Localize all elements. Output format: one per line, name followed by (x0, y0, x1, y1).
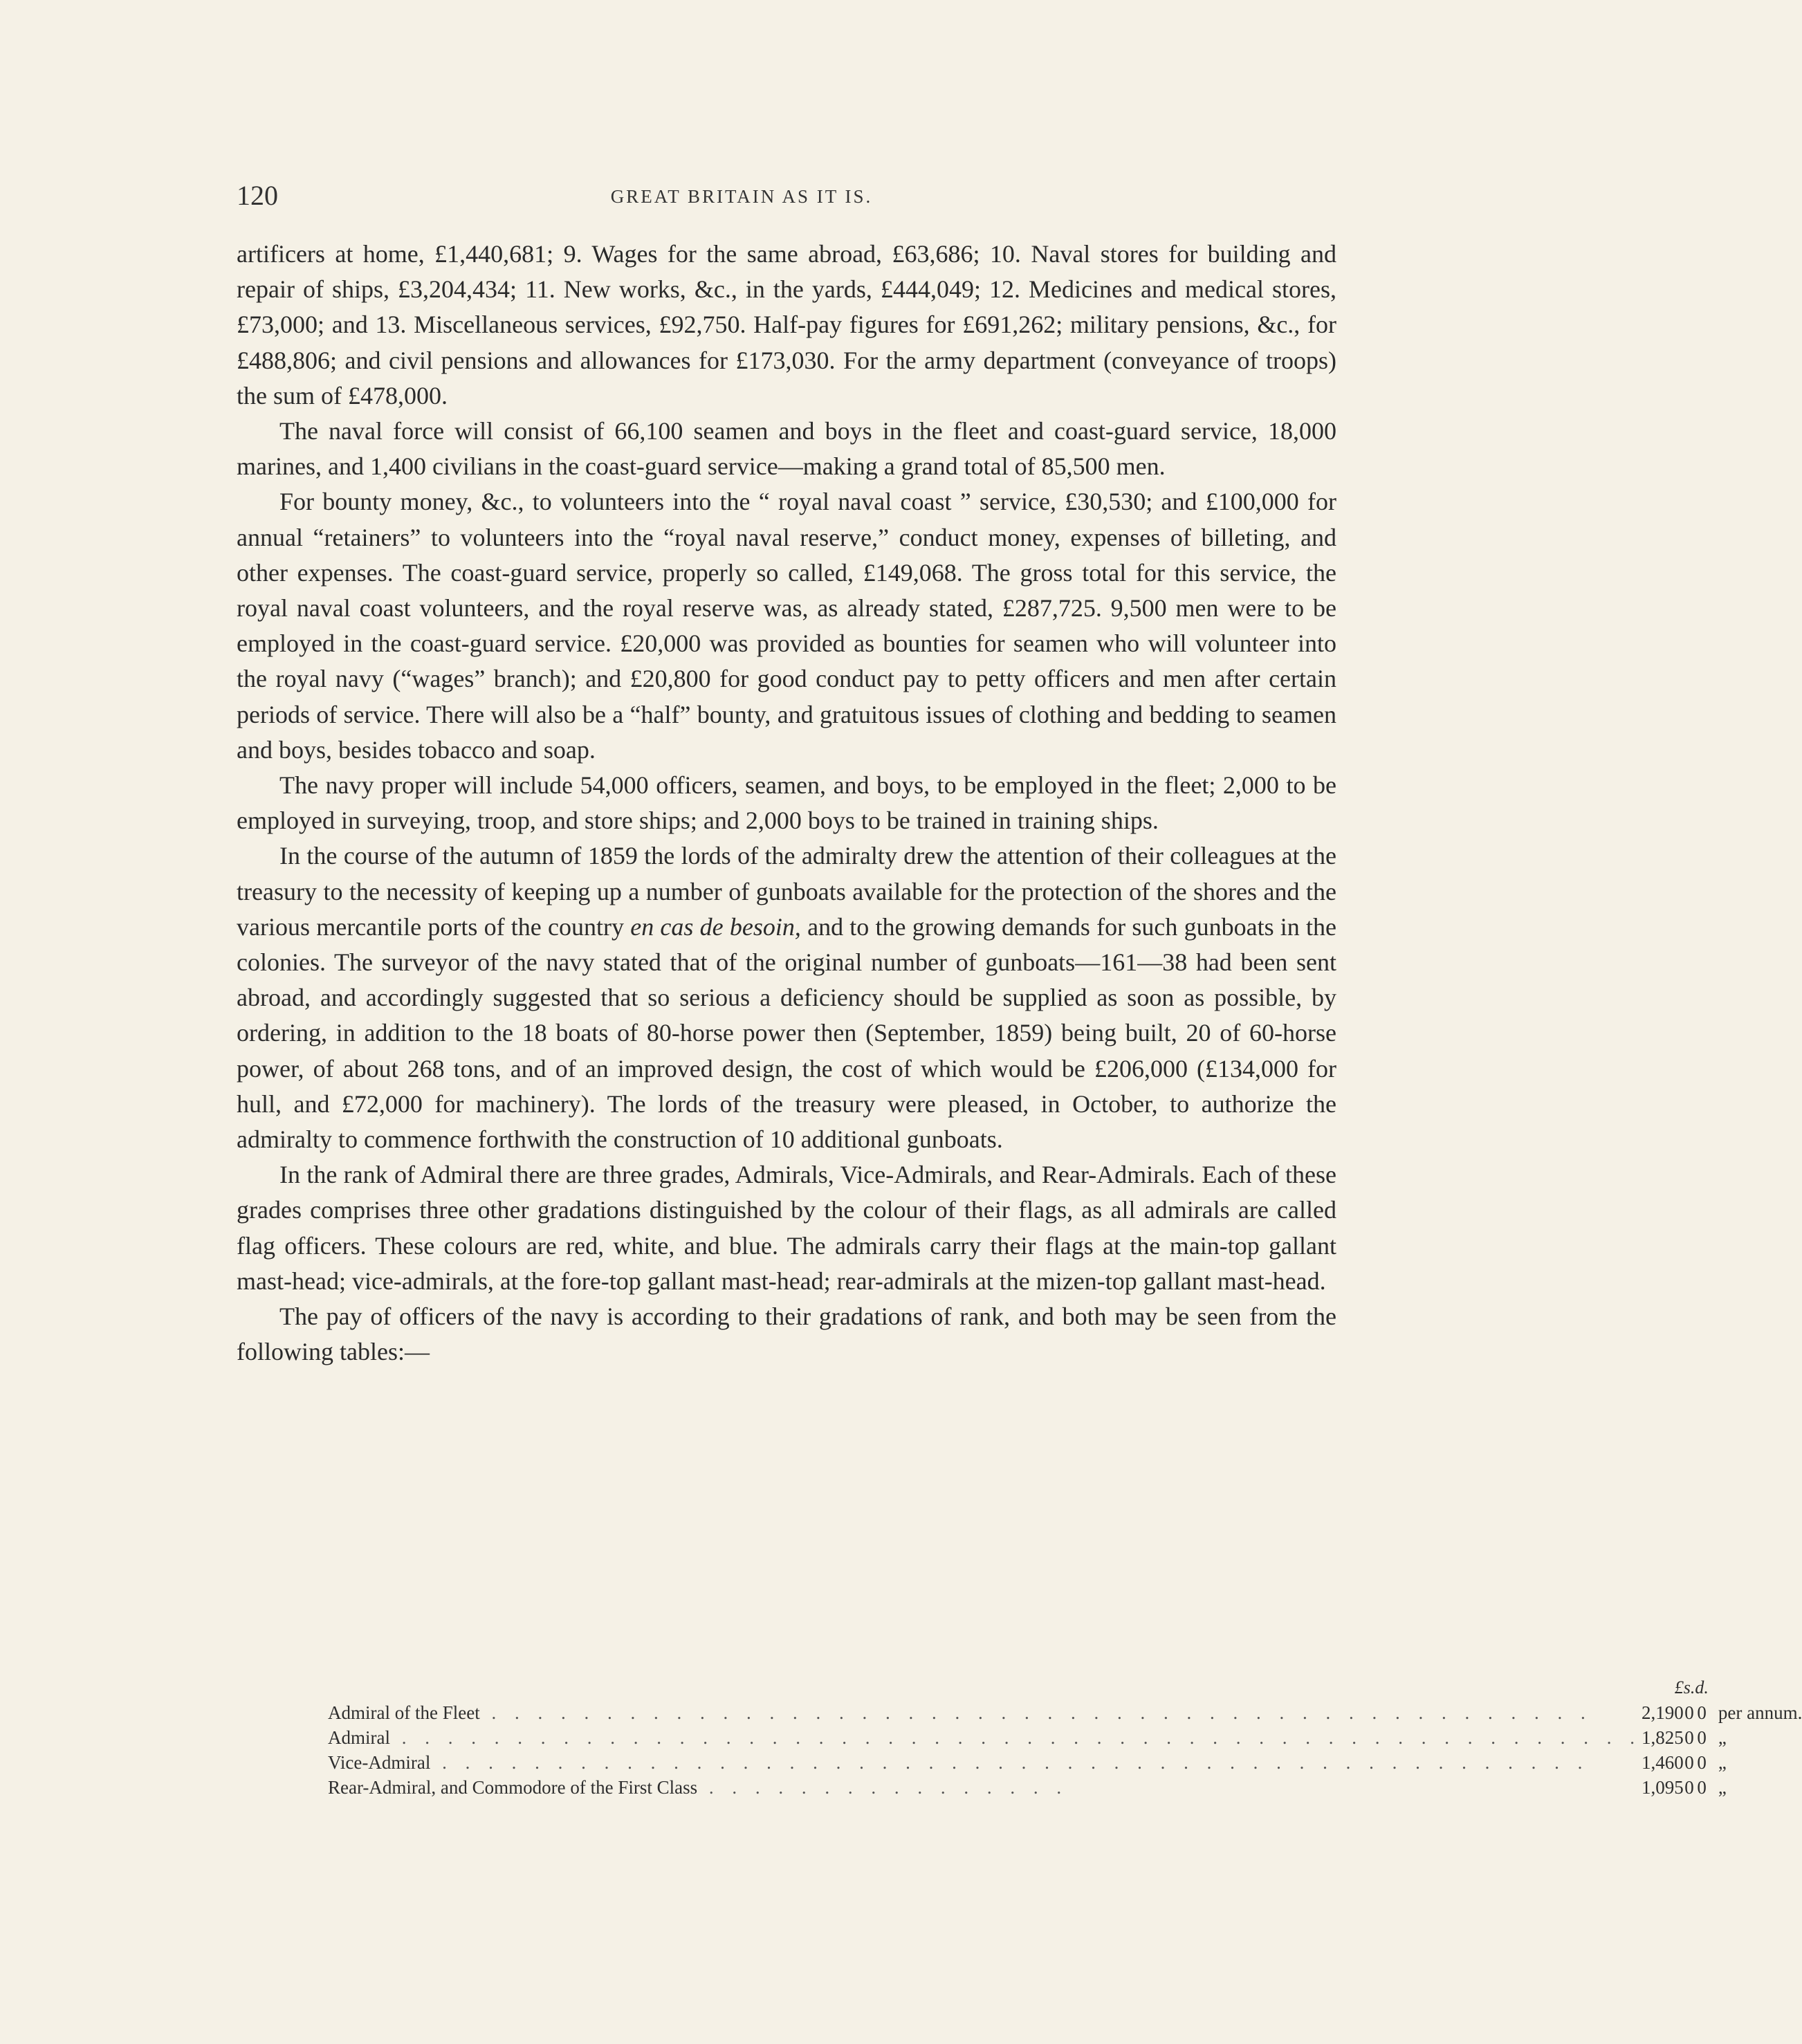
pounds-value: 2,190 (1641, 1702, 1684, 1723)
shillings-value: 0 (1684, 1702, 1694, 1723)
gunboats-text-start: In the course of the autumn of 1859 the lords of the admiralty drew the attention of their colleagues at the treasury to the necessity of keeping up a number of gunboats available for the protection of the shores and the various mercantile ports of the country (237, 842, 1336, 941)
pence-value: 0 (1697, 1702, 1707, 1723)
pounds-value: 1,095 (1641, 1777, 1684, 1798)
rank-label: Admiral of the Fleet (328, 1702, 480, 1723)
ditto-mark: „ (1718, 1752, 1727, 1773)
dot-leader: . . . . . . . . . . . . . . . . . . . . . . . . . . . . . . . . . . . . . . . . . . . . . . . . . . . . . . (389, 1727, 1642, 1748)
gunboats-text-end: and to the growing demands for such gunboats in the colonies. The surveyor of the navy stated that of the original number of gunboats—161—38 had been sent abroad, and accordingly suggested that so serious a deficiency should be supplied as soon as possible, by ordering, in addition to the 18 boats of 80-horse power then (September, 1859) being built, 20 of 60-horse power, of about 268 tons, and of an improved design, the cost of which would be £206,000 (£134,000 for hull, and £72,000 for machinery). The lords of the treasury were pleased, in October, to authorize the admiralty to commence forthwith the construction of 10 additional gunboats. (237, 912, 1337, 1154)
pay-row-admiral (328, 1725, 1802, 1750)
pay-row-vice-admiral (328, 1750, 1802, 1775)
pay-table-header (328, 1675, 1802, 1700)
pay-period: per annum. (1718, 1702, 1802, 1723)
rank-label: Vice-Admiral (328, 1752, 431, 1773)
paragraph-navy-proper: The navy proper will include 54,000 officers, seamen, and boys, to be employed in the fleet; 2,000 to be employed in surveying, troop, and store ships; and 2,000 boys to be trained in training ships. (237, 771, 1336, 835)
paragraph-admiral-ranks: In the rank of Admiral there are three grades, Admirals, Vice-Admirals, and Rear-Admirals. Each of these grades comprises three other gradations distinguished by the colour of their flags, as all admirals are called flag officers. These colours are red, white, and blue. The admirals carry their flags at the main-top gallant mast-head; vice-admirals, at the fore-top gallant mast-head; rear-admirals at the mizen-top gallant mast-head. (237, 1161, 1336, 1295)
dot-leader: . . . . . . . . . . . . . . . . . . . . . . . . . . . . . . . . . . . . . . . . . . . . . . . . (479, 1702, 1592, 1723)
running-title: GREAT BRITAIN AS IT IS. (610, 186, 873, 207)
dot-leader: . . . . . . . . . . . . . . . . . . . . . . . . . . . . . . . . . . . . . . . . . . . . . . . . . . (430, 1752, 1590, 1773)
shillings-value: 0 (1684, 1752, 1694, 1773)
shillings-header: s. (1683, 1677, 1695, 1697)
pence-header: d. (1695, 1677, 1709, 1697)
paragraph-naval-estimates: artificers at home, £1,440,681; 9. Wages for the same abroad, £63,686; 10. Naval stores for building and repair of ships, £3,204,434; 11. New works, &c., in the yards, £444,049; 12. Medicines and medical stores, £73,000; and 13. Miscellaneous services, £92,750. Half-pay figures for £691,262; military pensions, &c., for £488,806; and civil pensions and allowances for £173,030. For the army department (conveyance of troops) the sum of £478,000. (237, 240, 1336, 409)
shillings-value: 0 (1684, 1727, 1694, 1748)
ditto-mark: „ (1718, 1777, 1727, 1798)
page-number: 120 (237, 180, 278, 211)
pounds-value: 1,825 (1641, 1727, 1684, 1748)
paragraph-naval-force: The naval force will consist of 66,100 seamen and boys in the fleet and coast-guard service, 18,000 marines, and 1,400 civilians in the coast-guard service—making a grand total of 85,500 men. (237, 417, 1336, 481)
rank-label: Admiral (328, 1727, 390, 1748)
pence-value: 0 (1697, 1752, 1707, 1773)
pay-row-rear-admiral (328, 1775, 1802, 1800)
pay-row-admiral-of-the-fleet (328, 1700, 1802, 1725)
pence-value: 0 (1697, 1777, 1707, 1798)
ditto-mark: „ (1718, 1727, 1727, 1748)
pounds-value: 1,460 (1641, 1752, 1684, 1773)
paragraph-officer-pay: The pay of officers of the navy is according to their gradations of rank, and both may be seen from the following tables:— (237, 1302, 1336, 1366)
pounds-header: £ (1674, 1677, 1684, 1697)
shillings-value: 0 (1684, 1777, 1694, 1798)
dot-leader: . . . . . . . . . . . . . . . . (697, 1777, 1069, 1798)
paragraph-gunboats (237, 838, 1336, 1157)
officer-pay-table (328, 1675, 1802, 1800)
rank-label: Rear-Admiral, and Commodore of the First Class (328, 1777, 698, 1798)
pence-value: 0 (1697, 1727, 1707, 1748)
paragraph-bounty-money: For bounty money, &c., to volunteers into the “ royal naval coast ” service, £30,530; and £100,000 for annual “retainers” to volunteers into the “royal naval reserve,” conduct money, expenses of billeting, and other expenses. The coast-guard service, properly so called, £149,068. The gross total for this service, the royal naval coast volunteers, and the royal reserve was, as already stated, £287,725. 9,500 men were to be employed in the coast-guard service. £20,000 was provided as bounties for seamen who will volunteer into the royal navy (“wages” branch); and £20,800 for good conduct pay to petty officers and men after certain periods of service. There will also be a “half” bounty, and gratuitous issues of clothing and bedding to seamen and boys, besides tobacco and soap. (237, 488, 1336, 764)
italic-phrase: en cas de besoin, (630, 912, 801, 941)
body-text (237, 237, 1336, 1370)
page-header (237, 178, 1247, 213)
